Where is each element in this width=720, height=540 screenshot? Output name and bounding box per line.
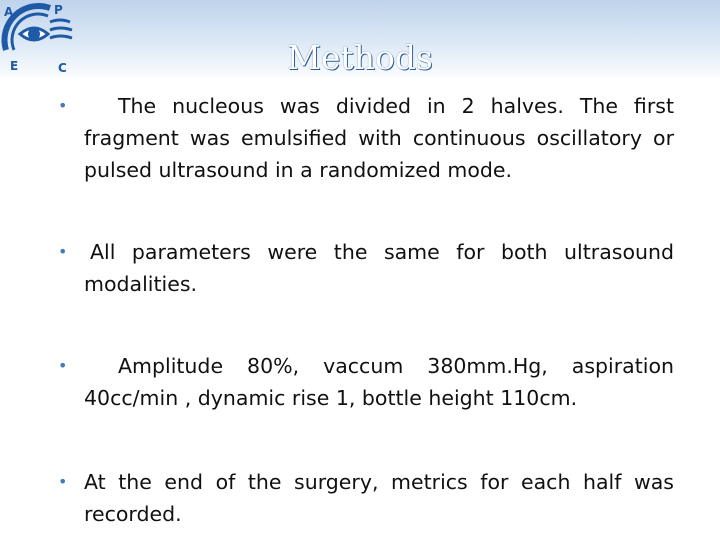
bullet-text: All parameters were the same for both ultrasound modalities. [84,240,674,296]
logo-letter-e: E [10,59,19,73]
bullet-icon: • [58,96,68,115]
bullet-text: Amplitude 80%, vaccum 380mm.Hg, aspiration 40cc/min , dynamic rise 1, bottle height 110cm. [84,354,674,410]
bullet-text: At the end of the surgery, metrics for each half was recorded. [84,470,674,526]
bullet-icon: • [58,356,68,375]
bullet-item [58,350,674,414]
logo-letter-c: C [58,61,67,75]
bullet-item [58,90,674,186]
bullet-icon: • [58,242,68,261]
bullet-icon: • [58,472,68,491]
logo-letter-p: P [54,3,63,17]
bullet-text: The nucleous was divided in 2 halves. The first fragment was emulsified with continuous oscillatory or pulsed ultrasound in a randomized mode. [84,94,674,182]
bullet-item [58,236,674,300]
logo-letter-a: A [4,5,14,19]
slide-title: Methods [287,38,433,77]
bullet-item [58,466,674,530]
